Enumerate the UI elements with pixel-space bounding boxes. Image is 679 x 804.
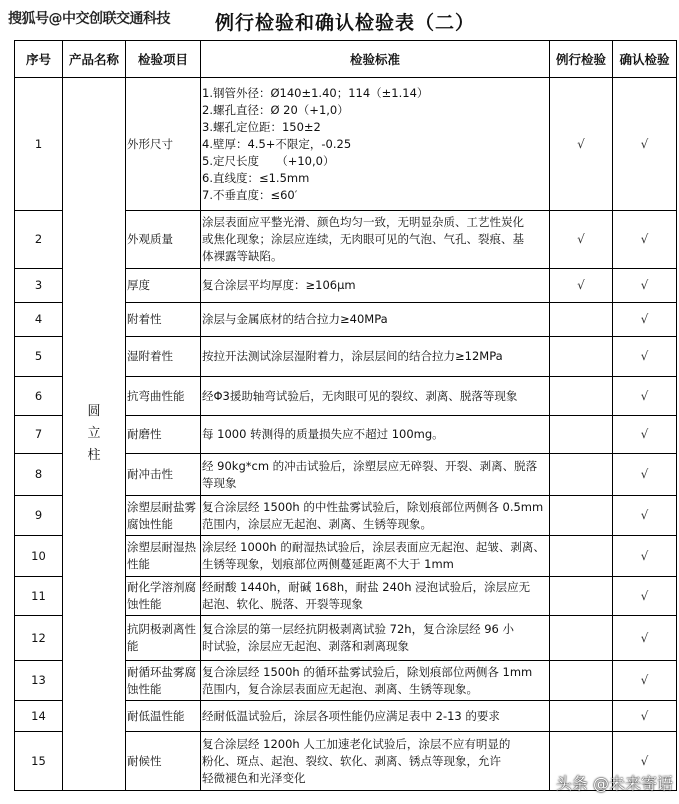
standard-line: 5.定尺长度 （+10,0） [202, 153, 335, 168]
confirm-check-mark: √ [613, 377, 677, 416]
row-number: 14 [15, 701, 63, 732]
standard-line: 复合涂层的第一层经抗阴极剥离试验 72h，复合涂层经 96 小 [202, 622, 515, 636]
header-product: 产品名称 [63, 41, 126, 78]
row-number: 12 [15, 616, 63, 661]
standard-line: 轻微褪色和光泽变化 [202, 770, 306, 785]
inspection-item: 外观质量 [126, 211, 201, 269]
confirm-check-mark: √ [613, 303, 677, 337]
standard-line: 体裸露等缺陷。 [202, 249, 283, 263]
standard-line: 范围内，涂层应无起泡、剥离、生锈等现象。 [202, 516, 432, 531]
inspection-item: 耐磨性 [126, 416, 201, 454]
inspection-standard [201, 536, 550, 577]
table-row [15, 78, 677, 211]
confirm-check-mark: √ [613, 577, 677, 616]
row-number: 6 [15, 377, 63, 416]
inspection-standard [201, 454, 550, 496]
standard-line: 4.壁厚：4.5+不限定，-0.25 [202, 136, 352, 151]
routine-check-mark [550, 661, 613, 701]
inspection-standard [201, 701, 550, 732]
standard-line: 或焦化现象；涂层应连续，无肉眼可见的气泡、气孔、裂痕、基 [202, 232, 524, 246]
header-no: 序号 [15, 41, 63, 78]
inspection-standard [201, 577, 550, 616]
routine-check-mark [550, 377, 613, 416]
standard-line: 7.不垂直度：≤60′ [202, 187, 298, 202]
inspection-item: 涂塑层耐盐雾腐蚀性能 [126, 496, 201, 536]
inspection-standard [201, 211, 550, 269]
standard-line: 复合涂层平均厚度：≥106μm [202, 278, 356, 292]
routine-check-mark [550, 536, 613, 577]
confirm-check-mark: √ [613, 211, 677, 269]
standard-line: 每 1000 转测得的质量损失应不超过 100mg。 [202, 427, 444, 441]
watermark-bottom: 头条 @未来寄语 [555, 774, 673, 793]
inspection-item: 耐循环盐雾腐蚀性能 [126, 661, 201, 701]
row-number: 9 [15, 496, 63, 536]
header-routine: 例行检验 [550, 41, 613, 78]
inspection-item: 涂塑层耐湿热性能 [126, 536, 201, 577]
standard-line: 生锈等现象，划痕部位两侧蔓延距离不大于 1mm [202, 557, 454, 571]
row-number: 4 [15, 303, 63, 337]
row-number: 15 [15, 732, 63, 791]
standard-line: 经Φ3援助轴弯试验后，无肉眼可见的裂纹、剥离、脱落等现象 [202, 388, 518, 403]
inspection-item: 抗弯曲性能 [126, 377, 201, 416]
confirm-check-mark: √ [613, 661, 677, 701]
row-number: 8 [15, 454, 63, 496]
row-number: 7 [15, 416, 63, 454]
standard-line: 6.直线度：≤1.5mm [202, 170, 310, 185]
inspection-item: 耐低温性能 [126, 701, 201, 732]
header-confirm: 确认检验 [613, 41, 677, 78]
standard-line: 经耐低温试验后，涂层各项性能仍应满足表中 2-13 的要求 [202, 708, 500, 723]
standard-line: 经耐酸 1440h，耐碱 168h，耐盐 240h 浸泡试验后，涂层应无 [202, 580, 531, 594]
standard-line: 经 90kg*cm 的冲击试验后，涂塑层应无碎裂、开裂、剥离、脱落 [202, 458, 538, 473]
confirm-check-mark: √ [613, 337, 677, 377]
inspection-item: 耐候性 [126, 732, 201, 791]
standard-line: 涂层与金属底材的结合拉力≥40MPa [202, 312, 388, 326]
page-title: 例行检验和确认检验表（二） [215, 12, 476, 34]
inspection-item: 耐冲击性 [126, 454, 201, 496]
confirm-check-mark: √ [613, 732, 677, 791]
standard-line: 粉化、斑点、起泡、裂纹、软化、剥离、锈点等现象，允许 [202, 753, 501, 768]
inspection-item: 外形尺寸 [126, 78, 201, 211]
inspection-standard [201, 496, 550, 536]
inspection-standard [201, 377, 550, 416]
confirm-check-mark: √ [613, 616, 677, 661]
inspection-item: 附着性 [126, 303, 201, 337]
inspection-item: 抗阴极剥离性能 [126, 616, 201, 661]
confirm-check-mark: √ [613, 454, 677, 496]
standard-line: 范围内，复合涂层表面应无起泡、剥离、生锈等现象。 [202, 681, 478, 696]
confirm-check-mark: √ [613, 78, 677, 211]
inspection-table [14, 40, 677, 791]
routine-check-mark [550, 496, 613, 536]
routine-check-mark [550, 454, 613, 496]
standard-line: 等现象 [202, 475, 237, 490]
row-number: 13 [15, 661, 63, 701]
product-name-text: 圆立柱 [87, 404, 101, 463]
routine-check-mark: √ [550, 78, 613, 211]
standard-line: 2.螺孔直径：Ø 20（+1,0） [202, 102, 349, 117]
row-number: 10 [15, 536, 63, 577]
inspection-item: 湿附着性 [126, 337, 201, 377]
watermark-top: 搜狐号@中交创联交通科技 [8, 11, 170, 27]
row-number: 1 [15, 78, 63, 211]
inspection-standard [201, 661, 550, 701]
inspection-standard [201, 616, 550, 661]
inspection-item: 厚度 [126, 269, 201, 303]
confirm-check-mark: √ [613, 416, 677, 454]
standard-line: 按拉开法测试涂层湿附着力，涂层层间的结合拉力≥12MPa [202, 349, 503, 363]
standard-line: 涂层经 1000h 的耐湿热试验后，涂层表面应无起泡、起皱、剥离、 [202, 540, 545, 554]
confirm-check-mark: √ [613, 536, 677, 577]
standard-line: 复合涂层经 1500h 的循环盐雾试验后，除划痕部位两侧各 1mm [202, 664, 533, 679]
header-standard: 检验标准 [201, 41, 550, 78]
standard-line: 1.钢管外径：Ø140±1.40；114（±1.14） [202, 85, 429, 100]
table-header-row [15, 41, 677, 78]
row-number: 5 [15, 337, 63, 377]
row-number: 3 [15, 269, 63, 303]
inspection-standard [201, 732, 550, 791]
inspection-standard [201, 416, 550, 454]
routine-check-mark: √ [550, 211, 613, 269]
standard-line: 复合涂层经 1500h 的中性盐雾试验后，除划痕部位两侧各 0.5mm [202, 499, 544, 514]
routine-check-mark [550, 616, 613, 661]
routine-check-mark [550, 337, 613, 377]
header-item: 检验项目 [126, 41, 201, 78]
standard-line: 3.螺孔定位距：150±2 [202, 119, 321, 134]
inspection-standard [201, 78, 550, 211]
row-number: 2 [15, 211, 63, 269]
routine-check-mark [550, 701, 613, 732]
confirm-check-mark: √ [613, 496, 677, 536]
routine-check-mark: √ [550, 269, 613, 303]
inspection-standard [201, 303, 550, 337]
inspection-standard [201, 269, 550, 303]
inspection-standard [201, 337, 550, 377]
inspection-item: 耐化学溶剂腐蚀性能 [126, 577, 201, 616]
routine-check-mark [550, 577, 613, 616]
standard-line: 时试验，涂层应无起泡、剥落和剥离现象 [202, 639, 409, 653]
standard-line: 复合涂层经 1200h 人工加速老化试验后，涂层不应有明显的 [202, 736, 511, 751]
confirm-check-mark: √ [613, 701, 677, 732]
standard-line: 起泡、软化、脱落、开裂等现象 [202, 597, 363, 611]
row-number: 11 [15, 577, 63, 616]
routine-check-mark [550, 416, 613, 454]
standard-line: 涂层表面应平整光滑、颜色均匀一致，无明显杂质、工艺性炭化 [202, 215, 524, 229]
confirm-check-mark: √ [613, 269, 677, 303]
routine-check-mark [550, 303, 613, 337]
product-name [63, 78, 126, 791]
